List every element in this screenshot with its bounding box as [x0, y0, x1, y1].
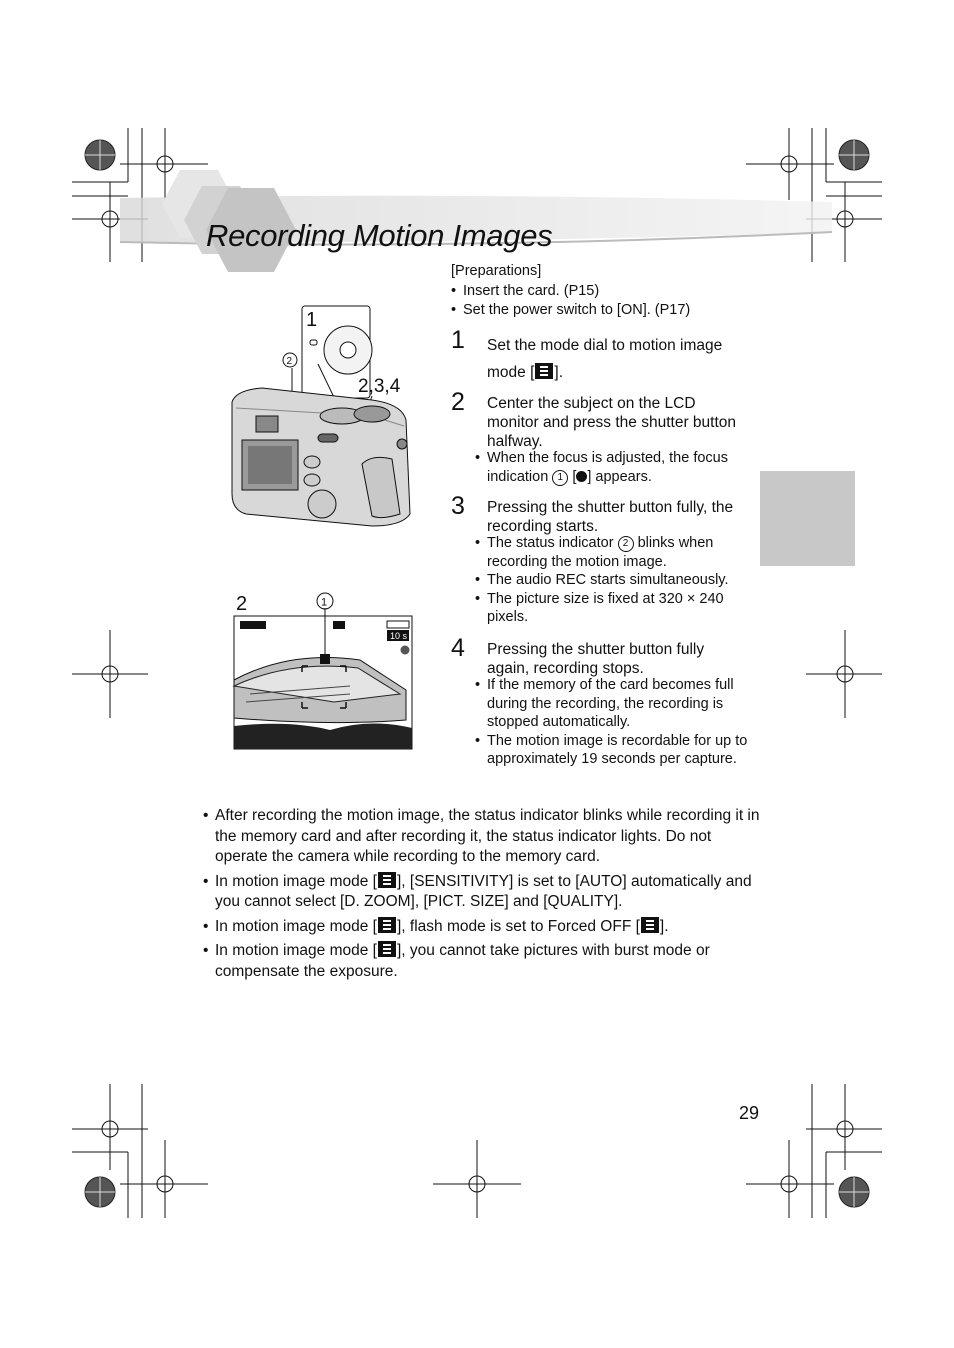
- flash-off-icon: [641, 917, 659, 933]
- preparations-heading: [Preparations]: [451, 263, 542, 279]
- step-text: Set the mode dial to motion image mode [ ].: [487, 337, 723, 381]
- motion-mode-icon: [535, 363, 553, 379]
- label-indicator: 2: [286, 356, 293, 367]
- label-step2: 2: [236, 593, 248, 615]
- prep-item: • Insert the card. (P15): [451, 282, 690, 302]
- motion-mode-icon: [378, 941, 396, 957]
- circled-number: 1: [552, 470, 568, 486]
- note-item: • In motion image mode [ ], [SENSITIVITY] is set to [AUTO] automatically and you cannot select [D. ZOOM], [PICT. SIZE] and [QUALITY].: [203, 872, 763, 913]
- step-sub: • The motion image is recordable for up to approximately 19 seconds per capture.: [475, 732, 749, 769]
- notes: [203, 806, 763, 986]
- step-sub: • When the focus is adjusted, the focus indication 1 [ ] appears.: [475, 449, 747, 486]
- prep-item: • Set the power switch to [ON]. (P17): [451, 301, 690, 321]
- motion-mode-icon: [378, 917, 396, 933]
- circled-number: 2: [618, 536, 634, 552]
- page-title: Recording Motion Images: [206, 218, 553, 253]
- camera-illustration: [222, 304, 418, 534]
- focus-dot-icon: [576, 471, 587, 482]
- recording-time: 10 s: [390, 631, 408, 641]
- step-block: Center the subject on the LCD monitor and press the shutter button halfway. • When the focus is adjusted, the focus indication 1 [ ] appears.: [487, 394, 747, 486]
- step-number: 2: [451, 388, 465, 416]
- step-sub: • The audio REC starts simultaneously.: [475, 571, 752, 590]
- step-sub: • If the memory of the card becomes full during the recording, the recording is stopped automatically.: [475, 676, 749, 732]
- page-number: 29: [739, 1103, 760, 1123]
- step-number: 4: [451, 634, 465, 662]
- label-focus: 1: [321, 596, 328, 609]
- note-item: • After recording the motion image, the status indicator blinks while recording it in the memory card and after recording it, the status indicator lights. Do not operate the camera while recording to the memory card.: [203, 806, 763, 868]
- motion-mode-icon: [378, 872, 396, 888]
- note-item: • In motion image mode [ ], flash mode is set to Forced OFF [ ].: [203, 917, 763, 938]
- preparations: [451, 262, 690, 321]
- lcd-monitor-illustration: [230, 590, 416, 752]
- step-block: Pressing the shutter button fully, the recording starts. • The status indicator 2 blinks when recording the motion image. • The audio REC starts simultaneously. • The picture size is fixed at 320 × 240 pixels.: [487, 498, 752, 627]
- step-sub: • The status indicator 2 blinks when recording the motion image.: [475, 534, 752, 571]
- step-number: 3: [451, 492, 465, 520]
- step-number: 1: [451, 326, 465, 354]
- section-tab: [760, 471, 855, 566]
- label-steps: 2,3,4: [358, 376, 401, 397]
- step-sub: • The picture size is fixed at 320 × 240 pixels.: [475, 590, 752, 627]
- note-item: • In motion image mode [ ], you cannot take pictures with burst mode or compensate the exposure.: [203, 941, 763, 982]
- step-block: Pressing the shutter button fully again, recording stops. • If the memory of the card becomes full during the recording, the recording is stopped automatically. • The motion image is recordable for up to approximately 19 seconds per capture.: [487, 640, 749, 769]
- label-dial: 1: [306, 309, 318, 331]
